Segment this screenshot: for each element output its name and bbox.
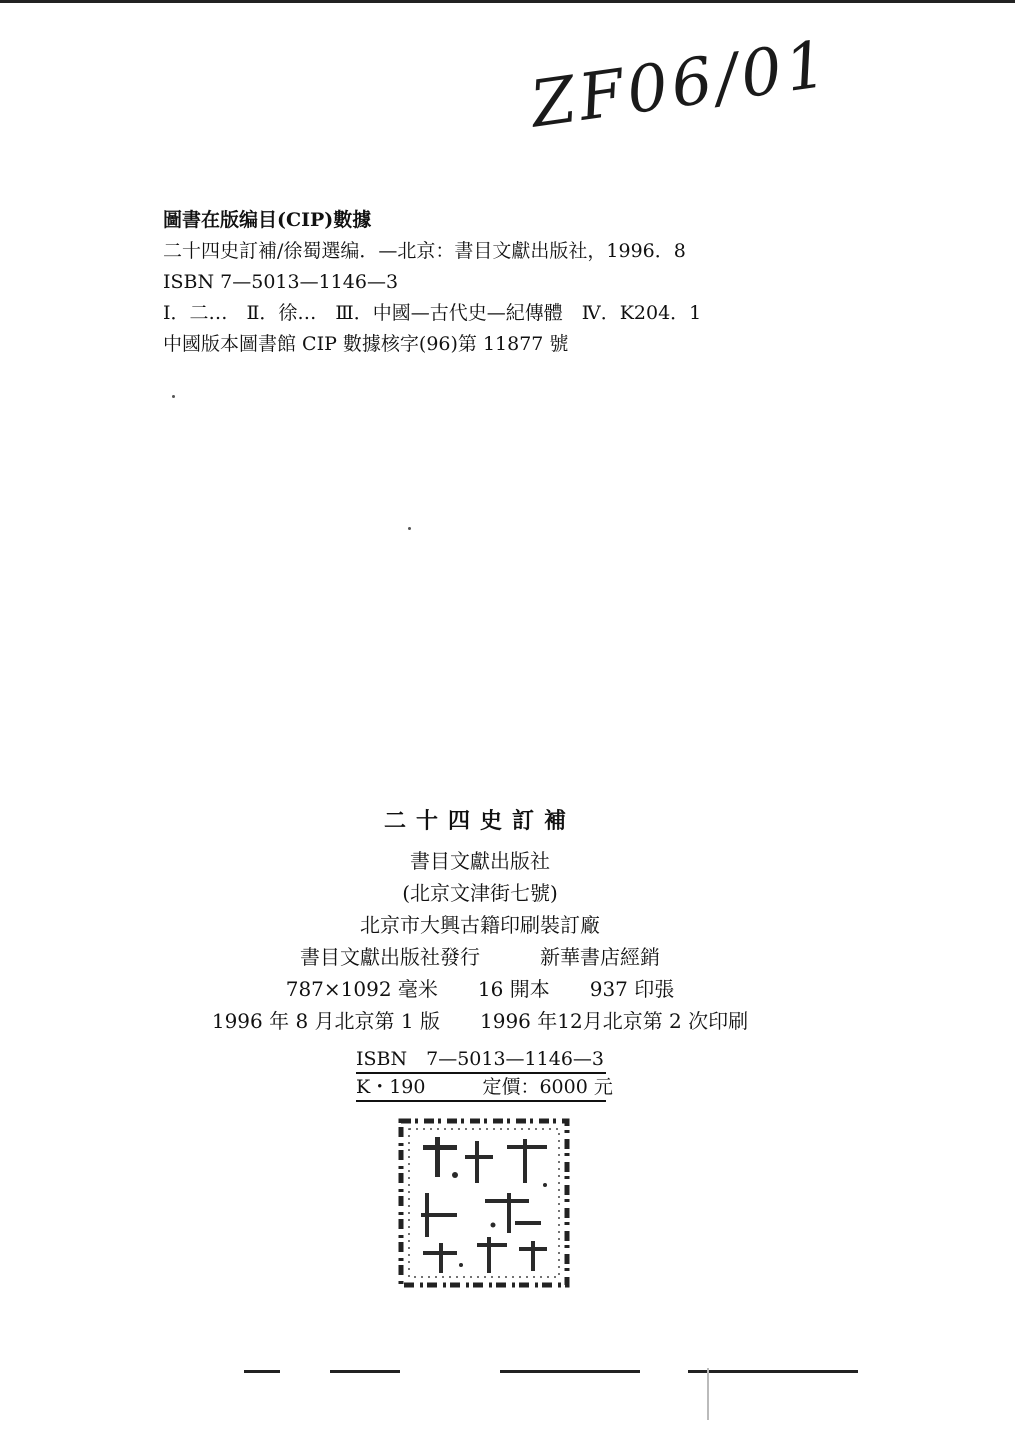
cip-title: 圖書在版编目(CIP)數據: [163, 209, 372, 231]
library-stamp-icon: [395, 1115, 573, 1291]
bottom-rule: [500, 1370, 640, 1373]
cip-block: [163, 205, 701, 360]
cip-catalog-number-line: 中國版本圖書館 CIP 數據核字(96)第 11877 號: [163, 333, 569, 355]
bottom-rule: [244, 1370, 280, 1373]
cip-isbn-line: ISBN 7—5013—1146—3: [163, 271, 399, 293]
price-line: K・190 定價：6000 元: [356, 1076, 613, 1098]
book-title: 二十四史訂補: [383, 808, 576, 834]
edge-mark: [707, 1368, 709, 1420]
speck: [172, 395, 175, 398]
colophon-isbn: ISBN 7—5013—1146—3: [356, 1048, 604, 1070]
distribution: 書目文獻出版社發行 新華書店經銷: [300, 945, 660, 969]
format-spec: 787×1092 毫米 16 開本 937 印張: [285, 977, 675, 1001]
publisher-address: (北京文津街七號): [402, 881, 558, 905]
divider: [356, 1100, 606, 1102]
handwritten-call-number: ZF06/01: [526, 27, 835, 143]
colophon-block: [150, 805, 810, 1037]
bottom-rule: [688, 1370, 858, 1373]
edition-info: 1996 年 8 月北京第 1 版 1996 年12月北京第 2 次印刷: [211, 1009, 749, 1033]
publisher: 書目文獻出版社: [410, 849, 550, 873]
bottom-rule: [330, 1370, 400, 1373]
top-border: [0, 0, 1015, 3]
printer: 北京市大興古籍印刷裝訂廠: [360, 913, 600, 937]
cip-bibliographic-line: 二十四史訂補/徐蜀選编．—北京：書目文獻出版社，1996．8: [163, 240, 686, 262]
speck: [408, 527, 411, 530]
cip-subject-line: Ⅰ．二… Ⅱ．徐… Ⅲ．中國—古代史—紀傳體 Ⅳ．K204．1: [163, 302, 702, 324]
isbn-price-box: [356, 1046, 613, 1102]
